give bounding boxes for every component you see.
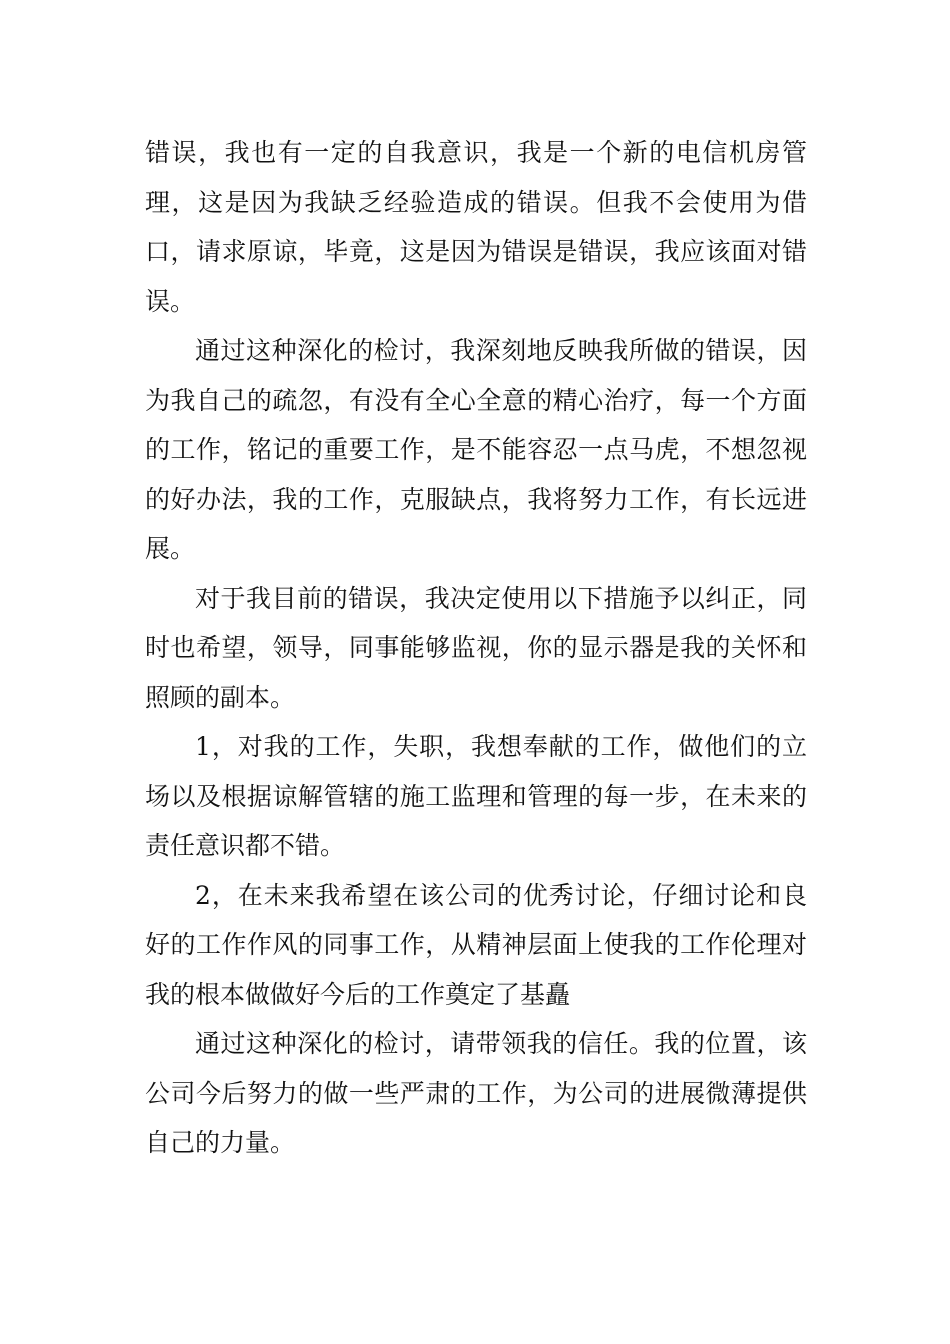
paragraph-item-2: 2，在未来我希望在该公司的优秀讨论，仔细讨论和良好的工作作风的同事工作，从精神层面上使我的工作伦理对我的根本做做好今后的工作奠定了基矗 xyxy=(145,880,807,1009)
paragraph-reflection: 通过这种深化的检讨，我深刻地反映我所做的错误，因为我自己的疏忽，有没有全心全意的精心治疗，每一个方面的工作，铭记的重要工作，是不能容忍一点马虎，不想忽视的好办法，我的工作，克服缺点，我将努力工作，有长远进展。 xyxy=(145,336,807,563)
paragraph-continuation: 错误，我也有一定的自我意识，我是一个新的电信机房管理，这是因为我缺乏经验造成的错误。但我不会使用为借口，请求原谅，毕竟，这是因为错误是错误，我应该面对错误。 xyxy=(145,138,807,316)
document-body xyxy=(145,128,807,1168)
paragraph-corrective-measures: 对于我目前的错误，我决定使用以下措施予以纠正，同时也希望，领导，同事能够监视，你的显示器是我的关怀和照顾的副本。 xyxy=(145,583,807,712)
paragraph-item-1: 1，对我的工作，失职，我想奉献的工作，做他们的立场以及根据谅解管辖的施工监理和管理的每一步，在未来的责任意识都不错。 xyxy=(145,732,807,860)
paragraph-conclusion: 通过这种深化的检讨，请带领我的信任。我的位置，该公司今后努力的做一些严肃的工作，为公司的进展微薄提供自己的力量。 xyxy=(145,1029,807,1157)
